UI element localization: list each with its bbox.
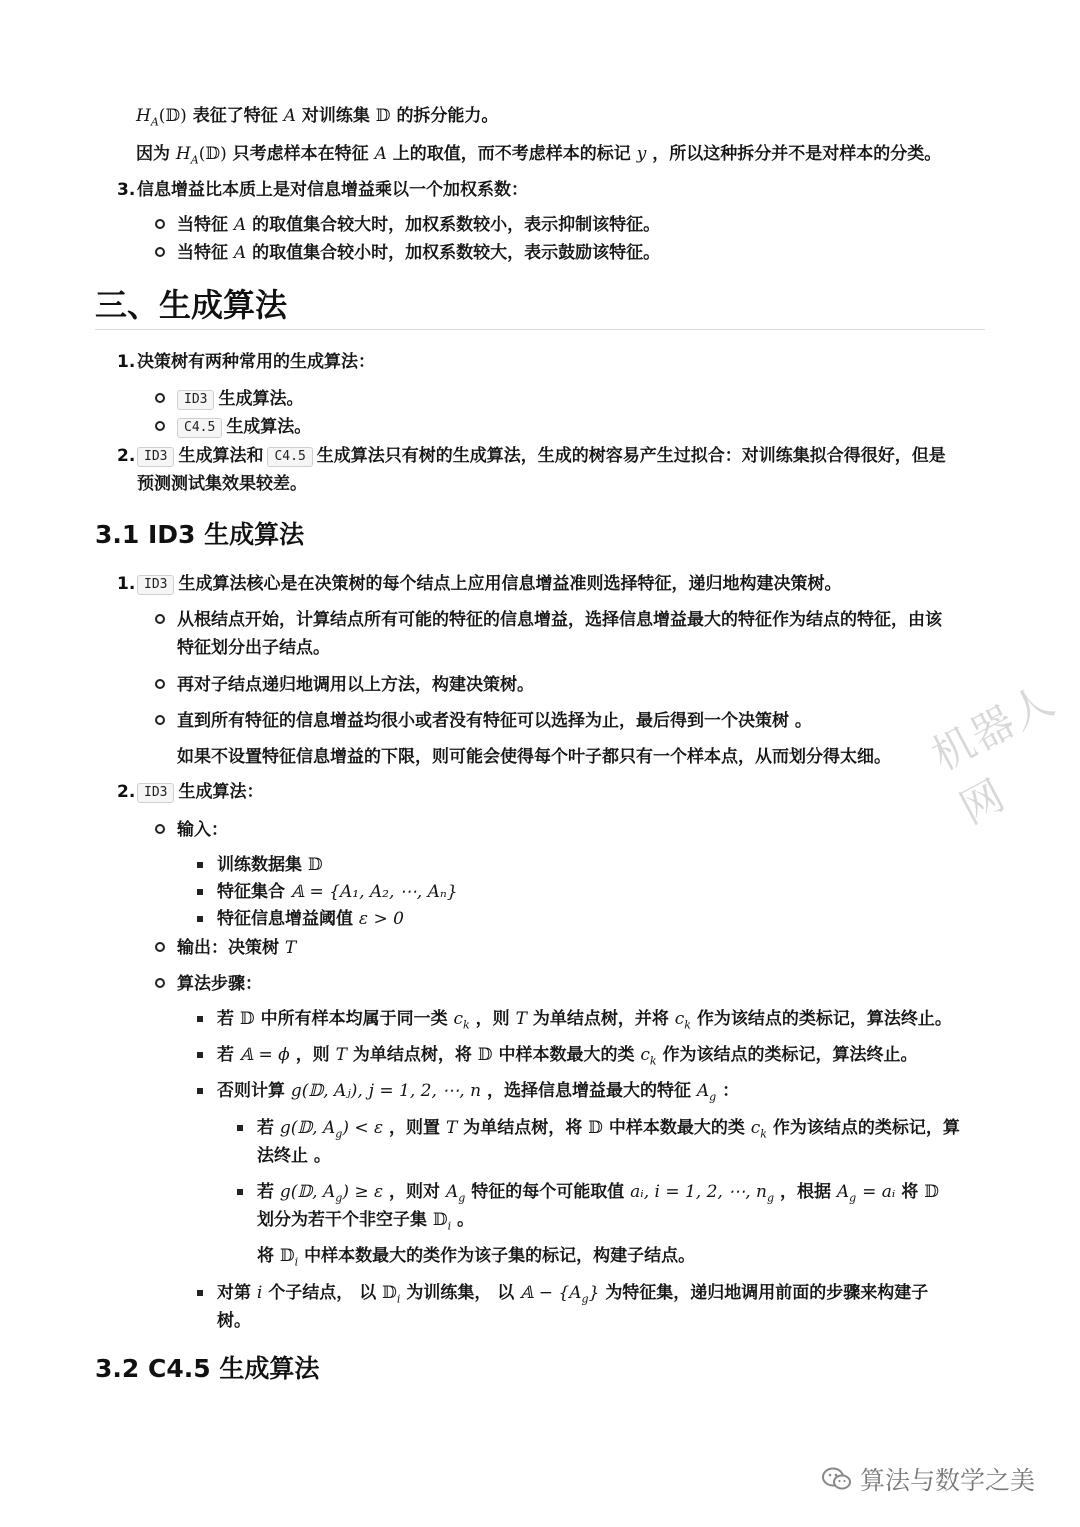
- list-item: 直到所有特征的信息增益均很小或者没有特征可以选择为止，最后得到一个决策树 。: [177, 711, 812, 731]
- list-item: ID3 生成算法：: [133, 780, 263, 804]
- top-line-2: 因为 $H_A(𝔻)$ 只考虑样本在特征 A 上的取值，而不考虑样本的标记 y ，所以这种拆分并不是对样本的分类。: [136, 144, 942, 167]
- list-item: 信息增益比本质上是对信息增益乘以一个加权系数：: [137, 180, 528, 200]
- bullet-square-icon: [237, 1189, 243, 1195]
- bullet-circle-icon: [155, 247, 165, 257]
- bullet-square-icon: [197, 1290, 203, 1296]
- brand-watermark: [822, 1462, 1035, 1496]
- bullet-circle-icon: [155, 715, 165, 725]
- list-item-continued: 树。: [217, 1311, 251, 1331]
- list-item: 从根结点开始，计算结点所有可能的特征的信息增益，选择信息增益最大的特征作为结点的特征，由该: [177, 610, 942, 630]
- list-item: 输出：决策树 T: [177, 938, 297, 958]
- bullet-circle-icon: [155, 614, 165, 624]
- list-item: 决策树有两种常用的生成算法：: [137, 352, 375, 372]
- inline-code: C4.5: [177, 418, 222, 438]
- inline-code: C4.5: [267, 447, 312, 467]
- bullet-circle-icon: [155, 942, 165, 952]
- list-item-continued: 法终止 。: [257, 1146, 331, 1166]
- list-number: 2.: [117, 782, 136, 802]
- wechat-icon: [822, 1466, 852, 1492]
- section-heading: 三、生成算法: [95, 286, 288, 324]
- list-item: 否则计算 g(𝔻, Aⱼ), j = 1, 2, ⋯, n ，选择信息增益最大的特征 $A_g$ ：: [217, 1081, 740, 1104]
- list-item: 当特征 A 的取值集合较大时，加权系数较小，表示抑制该特征。: [177, 215, 661, 235]
- list-number: 1.: [117, 574, 136, 594]
- bullet-circle-icon: [155, 393, 165, 403]
- bullet-square-icon: [197, 916, 203, 922]
- list-item: 若 𝔸 = ϕ ，则 T 为单结点树，将 𝔻 中样本数最大的类 $c_k$ 作为该结点的类标记，算法终止。: [217, 1045, 918, 1068]
- bullet-square-icon: [237, 1125, 243, 1131]
- bullet-circle-icon: [155, 824, 165, 834]
- list-item: 算法步骤：: [177, 974, 262, 994]
- bullet-circle-icon: [155, 679, 165, 689]
- list-item: C4.5 生成算法。: [173, 415, 311, 439]
- list-item-continued: 特征划分出子结点。: [177, 638, 330, 658]
- heading-divider: [95, 329, 985, 330]
- bullet-circle-icon: [155, 219, 165, 229]
- list-number: 2.: [117, 446, 136, 466]
- list-item: 再对子结点递归地调用以上方法，构建决策树。: [177, 675, 534, 695]
- list-item: 若 𝔻 中所有样本均属于同一类 $c_k$ ，则 T 为单结点树，并将 $c_k$ 作为该结点的类标记，算法终止。: [217, 1009, 952, 1032]
- list-item: ID3 生成算法和 C4.5 生成算法只有树的生成算法，生成的树容易产生过拟合：对训练集拟合得很好，但是: [133, 444, 946, 468]
- list-item-continued: 预测测试集效果较差。: [137, 474, 307, 494]
- list-item: ID3 生成算法。: [173, 387, 303, 411]
- inline-code: ID3: [137, 447, 174, 467]
- list-item: 特征集合 𝔸 = {A₁, A₂, ⋯, Aₙ}: [217, 882, 458, 902]
- inline-code: ID3: [137, 783, 174, 803]
- list-item: 若 g(𝔻, $A_g) \ge \varepsilon$ ，则对 $A_g$ 特征的每个可能取值 aᵢ, i = 1, 2, ⋯, $n_g$ ，根据 $A_g$ = aᵢ 将 𝔻: [257, 1182, 939, 1205]
- inline-code: ID3: [137, 575, 174, 595]
- list-note: 如果不设置特征信息增益的下限，则可能会使得每个叶子都只有一个样本点，从而划分得太细。: [177, 747, 891, 767]
- inline-code: ID3: [177, 390, 214, 410]
- list-item: 对第 i 个子结点， 以 𝔻$_i$ 为训练集， 以 𝔸 − $\{A_g\}$ 为特征集，递归地调用前面的步骤来构建子: [217, 1283, 929, 1306]
- top-line-1: $H_A(𝔻)$ 表征了特征 A 对训练集 𝔻 的拆分能力。: [136, 106, 499, 129]
- robot-watermark: 机器人网: [923, 675, 1064, 834]
- list-number: 3.: [117, 180, 136, 200]
- list-note: 将 𝔻$_i$ 中样本数最大的类作为该子集的标记，构建子结点。: [257, 1246, 696, 1269]
- list-item: 训练数据集 𝔻: [217, 855, 323, 875]
- subsection-heading: 3.1 ID3 生成算法: [95, 520, 305, 549]
- bullet-square-icon: [197, 1088, 203, 1094]
- list-item: 当特征 A 的取值集合较小时，加权系数较大，表示鼓励该特征。: [177, 243, 661, 263]
- bullet-circle-icon: [155, 421, 165, 431]
- list-number: 1.: [117, 352, 136, 372]
- subsection-heading: 3.2 C4.5 生成算法: [95, 1354, 320, 1383]
- list-item-continued: 划分为若干个非空子集 𝔻$_i$ 。: [257, 1210, 475, 1233]
- brand-name: 算法与数学之美: [860, 1466, 1036, 1495]
- list-item: ID3 生成算法核心是在决策树的每个结点上应用信息增益准则选择特征，递归地构建决策树。: [133, 572, 841, 596]
- bullet-circle-icon: [155, 978, 165, 988]
- bullet-square-icon: [197, 1052, 203, 1058]
- list-item: 若 g(𝔻, $A_g) < \varepsilon$ ，则置 T 为单结点树，将 𝔻 中样本数最大的类 $c_k$ 作为该结点的类标记，算: [257, 1118, 960, 1141]
- list-item: 特征信息增益阈值 ε > 0: [217, 909, 404, 929]
- bullet-square-icon: [197, 889, 203, 895]
- bullet-square-icon: [197, 1016, 203, 1022]
- list-item: 输入：: [177, 820, 228, 840]
- bullet-square-icon: [197, 862, 203, 868]
